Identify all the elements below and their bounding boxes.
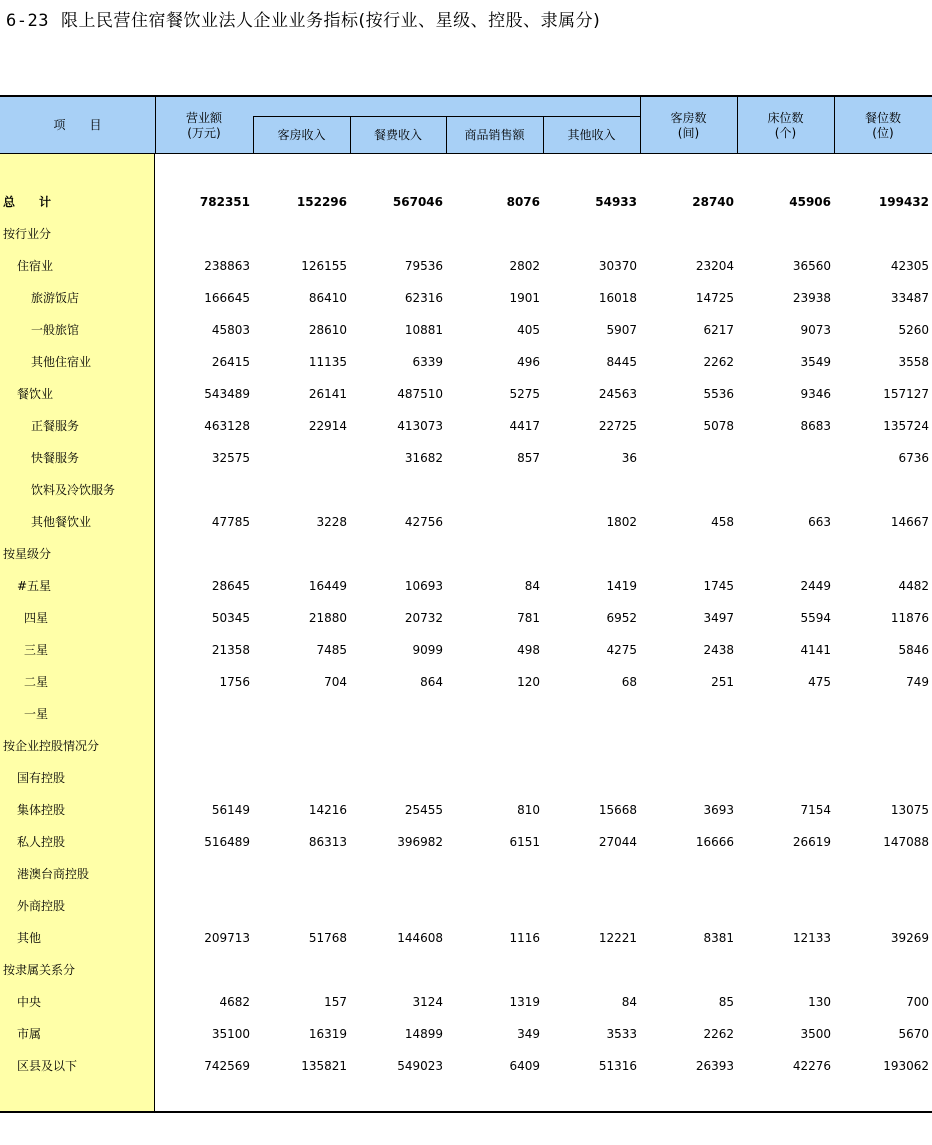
row-label: 其他 bbox=[17, 931, 42, 945]
table-cell: 51768 bbox=[308, 931, 347, 945]
table-cell: 4275 bbox=[606, 643, 637, 657]
table-cell bbox=[251, 474, 347, 506]
table-cell bbox=[251, 218, 347, 250]
table-cell: 4482 bbox=[898, 579, 929, 593]
table-cell: 14216 bbox=[308, 803, 347, 817]
table-cell: 396982 bbox=[397, 835, 443, 849]
row-label: 总 计 bbox=[3, 195, 52, 209]
table-cell bbox=[347, 858, 443, 890]
table-cell bbox=[638, 474, 734, 506]
table-title-text: 限上民营住宿餐饮业法人企业业务指标(按行业、星级、控股、隶属分) bbox=[60, 11, 601, 31]
header-room-income: 客房收入 bbox=[277, 128, 326, 142]
table-cell: 10881 bbox=[404, 323, 443, 337]
table-cell: 413073 bbox=[397, 419, 443, 433]
row-label: 私人控股 bbox=[17, 835, 66, 849]
table-cell: 782351 bbox=[199, 195, 250, 209]
table-cell bbox=[444, 218, 540, 250]
table-cell: 14899 bbox=[404, 1027, 443, 1041]
table-cell: 6339 bbox=[412, 355, 443, 369]
table-cell bbox=[444, 730, 540, 762]
table-cell bbox=[638, 218, 734, 250]
row-label: 按企业控股情况分 bbox=[3, 739, 100, 753]
table-cell: 28645 bbox=[211, 579, 250, 593]
table-cell: 16319 bbox=[308, 1027, 347, 1041]
table-cell bbox=[541, 474, 637, 506]
table-row bbox=[0, 890, 932, 922]
table-cell bbox=[833, 218, 929, 250]
table-cell: 1901 bbox=[509, 291, 540, 305]
table-cell: 516489 bbox=[204, 835, 250, 849]
table-cell: 135724 bbox=[883, 419, 929, 433]
table-cell: 3558 bbox=[898, 355, 929, 369]
table-cell: 5846 bbox=[898, 643, 929, 657]
table-cell: 6952 bbox=[606, 611, 637, 625]
table-cell: 2262 bbox=[703, 1027, 734, 1041]
table-cell bbox=[638, 538, 734, 570]
table-cell: 4141 bbox=[800, 643, 831, 657]
table-cell: 23938 bbox=[792, 291, 831, 305]
table-cell: 79536 bbox=[404, 259, 443, 273]
row-label: 按隶属关系分 bbox=[3, 963, 76, 977]
table-cell bbox=[638, 698, 734, 730]
table-cell: 54933 bbox=[595, 195, 637, 209]
table-cell bbox=[638, 954, 734, 986]
row-label: 外商控股 bbox=[17, 899, 66, 913]
table-cell bbox=[444, 858, 540, 890]
table-cell: 33487 bbox=[890, 291, 929, 305]
table-cell bbox=[735, 954, 831, 986]
table-row bbox=[0, 954, 932, 986]
table-cell: 4682 bbox=[219, 995, 250, 1009]
table-cell: 14667 bbox=[890, 515, 929, 529]
table-cell: 130 bbox=[808, 995, 831, 1009]
table-row bbox=[0, 378, 932, 410]
table-title bbox=[6, 6, 600, 31]
table-row bbox=[0, 410, 932, 442]
table-row bbox=[0, 762, 932, 794]
table-cell: 9099 bbox=[412, 643, 443, 657]
table-cell bbox=[541, 954, 637, 986]
table-cell: 56149 bbox=[211, 803, 250, 817]
table-row bbox=[0, 538, 932, 570]
table-cell: 487510 bbox=[397, 387, 443, 401]
table-cell: 32575 bbox=[211, 451, 250, 465]
table-row bbox=[0, 858, 932, 890]
row-label: #五星 bbox=[17, 579, 52, 593]
table-cell: 86410 bbox=[308, 291, 347, 305]
table-cell bbox=[541, 698, 637, 730]
table-row bbox=[0, 602, 932, 634]
table-row bbox=[0, 474, 932, 506]
table-cell: 567046 bbox=[392, 195, 443, 209]
table-cell bbox=[251, 890, 347, 922]
table-cell bbox=[154, 474, 250, 506]
row-label: 其他住宿业 bbox=[31, 355, 92, 369]
table-row bbox=[0, 1018, 932, 1050]
row-label: 四星 bbox=[24, 611, 49, 625]
table-cell: 152296 bbox=[296, 195, 347, 209]
table-cell: 5078 bbox=[703, 419, 734, 433]
table-cell: 126155 bbox=[301, 259, 347, 273]
table-cell: 3228 bbox=[316, 515, 347, 529]
table-cell: 549023 bbox=[397, 1059, 443, 1073]
table-cell bbox=[154, 698, 250, 730]
table-cell bbox=[833, 730, 929, 762]
table-cell: 22725 bbox=[598, 419, 637, 433]
table-cell: 742569 bbox=[204, 1059, 250, 1073]
table-cell: 45906 bbox=[789, 195, 831, 209]
table-cell: 864 bbox=[420, 675, 443, 689]
table-cell bbox=[251, 442, 347, 474]
table-cell: 5260 bbox=[898, 323, 929, 337]
table-row bbox=[0, 218, 932, 250]
table-cell: 3533 bbox=[606, 1027, 637, 1041]
table-cell bbox=[735, 442, 831, 474]
table-cell bbox=[251, 858, 347, 890]
table-cell bbox=[541, 890, 637, 922]
table-row bbox=[0, 442, 932, 474]
row-label: 中央 bbox=[17, 995, 42, 1009]
table-cell bbox=[833, 858, 929, 890]
data-table bbox=[0, 95, 932, 1113]
table-cell bbox=[347, 538, 443, 570]
table-cell bbox=[444, 506, 540, 538]
table-cell bbox=[833, 698, 929, 730]
row-label: 一般旅馆 bbox=[31, 323, 80, 337]
table-cell: 2802 bbox=[509, 259, 540, 273]
table-cell: 1756 bbox=[219, 675, 250, 689]
table-cell: 498 bbox=[517, 643, 540, 657]
table-cell: 86313 bbox=[308, 835, 347, 849]
table-cell: 700 bbox=[906, 995, 929, 1009]
table-cell: 28740 bbox=[692, 195, 734, 209]
table-cell: 475 bbox=[808, 675, 831, 689]
table-row bbox=[0, 314, 932, 346]
table-cell: 5670 bbox=[898, 1027, 929, 1041]
table-cell: 463128 bbox=[204, 419, 250, 433]
table-cell: 21880 bbox=[308, 611, 347, 625]
table-row bbox=[0, 346, 932, 378]
table-cell: 36 bbox=[621, 451, 637, 465]
table-cell bbox=[833, 890, 929, 922]
table-cell bbox=[154, 890, 250, 922]
table-cell: 5536 bbox=[703, 387, 734, 401]
table-cell: 16018 bbox=[598, 291, 637, 305]
table-cell bbox=[154, 218, 250, 250]
table-cell: 25455 bbox=[404, 803, 443, 817]
table-cell bbox=[735, 762, 831, 794]
table-cell: 14725 bbox=[695, 291, 734, 305]
table-cell bbox=[541, 538, 637, 570]
table-cell bbox=[541, 858, 637, 890]
table-cell: 42756 bbox=[404, 515, 443, 529]
table-cell: 20732 bbox=[404, 611, 443, 625]
table-cell bbox=[638, 858, 734, 890]
table-cell: 11876 bbox=[890, 611, 929, 625]
table-cell: 5594 bbox=[800, 611, 831, 625]
table-cell: 6151 bbox=[509, 835, 540, 849]
table-cell: 2438 bbox=[703, 643, 734, 657]
table-cell bbox=[347, 474, 443, 506]
table-cell bbox=[347, 698, 443, 730]
table-cell bbox=[735, 730, 831, 762]
table-cell: 166645 bbox=[204, 291, 250, 305]
table-cell: 24563 bbox=[598, 387, 637, 401]
row-label: 其他餐饮业 bbox=[31, 515, 92, 529]
table-cell: 45803 bbox=[211, 323, 250, 337]
table-number: 6-23 bbox=[6, 11, 49, 31]
table-cell: 8076 bbox=[506, 195, 540, 209]
header-rooms: 客房数 (间) bbox=[670, 110, 707, 140]
table-cell bbox=[638, 730, 734, 762]
table-cell bbox=[347, 218, 443, 250]
row-label: 餐饮业 bbox=[17, 387, 54, 401]
table-cell: 1116 bbox=[509, 931, 540, 945]
table-cell: 16666 bbox=[695, 835, 734, 849]
table-cell: 12221 bbox=[598, 931, 637, 945]
table-cell: 15668 bbox=[598, 803, 637, 817]
table-cell: 7485 bbox=[316, 643, 347, 657]
table-cell bbox=[735, 538, 831, 570]
table-cell bbox=[251, 698, 347, 730]
table-cell: 47785 bbox=[211, 515, 250, 529]
table-cell: 147088 bbox=[883, 835, 929, 849]
table-cell: 120 bbox=[517, 675, 540, 689]
table-cell: 4417 bbox=[509, 419, 540, 433]
table-cell bbox=[154, 954, 250, 986]
table-row bbox=[0, 186, 932, 218]
table-cell: 209713 bbox=[204, 931, 250, 945]
table-cell: 13075 bbox=[890, 803, 929, 817]
table-cell: 1802 bbox=[606, 515, 637, 529]
row-label: 三星 bbox=[24, 643, 49, 657]
table-row bbox=[0, 666, 932, 698]
table-cell: 157127 bbox=[883, 387, 929, 401]
table-cell: 26141 bbox=[308, 387, 347, 401]
table-cell bbox=[833, 762, 929, 794]
table-cell: 144608 bbox=[397, 931, 443, 945]
table-cell: 8683 bbox=[800, 419, 831, 433]
table-cell: 2449 bbox=[800, 579, 831, 593]
table-cell: 8445 bbox=[606, 355, 637, 369]
table-cell: 39269 bbox=[890, 931, 929, 945]
table-cell: 11135 bbox=[308, 355, 347, 369]
header-seats: 餐位数 (位) bbox=[864, 110, 901, 140]
table-cell bbox=[638, 890, 734, 922]
header-item: 项 目 bbox=[53, 118, 102, 132]
table-cell: 62316 bbox=[404, 291, 443, 305]
row-label: 旅游饭店 bbox=[31, 291, 80, 305]
table-cell bbox=[735, 858, 831, 890]
table-cell bbox=[541, 730, 637, 762]
table-cell: 3497 bbox=[703, 611, 734, 625]
table-cell: 543489 bbox=[204, 387, 250, 401]
table-cell: 1319 bbox=[509, 995, 540, 1009]
table-cell bbox=[735, 698, 831, 730]
table-cell: 42276 bbox=[792, 1059, 831, 1073]
table-cell: 157 bbox=[324, 995, 347, 1009]
table-cell bbox=[347, 730, 443, 762]
table-cell: 85 bbox=[718, 995, 734, 1009]
table-cell bbox=[638, 442, 734, 474]
table-cell: 26415 bbox=[211, 355, 250, 369]
table-cell: 6217 bbox=[703, 323, 734, 337]
table-cell: 135821 bbox=[301, 1059, 347, 1073]
table-cell bbox=[833, 954, 929, 986]
table-cell: 16449 bbox=[308, 579, 347, 593]
table-row bbox=[0, 634, 932, 666]
table-cell: 27044 bbox=[598, 835, 637, 849]
row-label: 按星级分 bbox=[3, 547, 52, 561]
table-cell: 26619 bbox=[792, 835, 831, 849]
header-goods-sales: 商品销售额 bbox=[464, 128, 525, 142]
table-cell bbox=[154, 858, 250, 890]
table-cell: 22914 bbox=[308, 419, 347, 433]
table-cell: 405 bbox=[517, 323, 540, 337]
table-cell: 7154 bbox=[800, 803, 831, 817]
row-label: 住宿业 bbox=[17, 259, 54, 273]
row-label: 港澳台商控股 bbox=[17, 867, 90, 881]
table-cell: 9073 bbox=[800, 323, 831, 337]
header-beds: 床位数 (个) bbox=[767, 110, 804, 140]
table-cell bbox=[444, 954, 540, 986]
header-food-income: 餐费收入 bbox=[373, 128, 422, 142]
table-cell: 10693 bbox=[404, 579, 443, 593]
table-cell: 1419 bbox=[606, 579, 637, 593]
header-other-income: 其他收入 bbox=[567, 128, 616, 142]
table-cell bbox=[444, 890, 540, 922]
table-cell: 6409 bbox=[509, 1059, 540, 1073]
table-cell bbox=[638, 762, 734, 794]
row-label: 市属 bbox=[17, 1027, 42, 1041]
table-row bbox=[0, 250, 932, 282]
table-cell: 50345 bbox=[211, 611, 250, 625]
row-label: 二星 bbox=[24, 675, 49, 689]
table-cell: 238863 bbox=[204, 259, 250, 273]
table-cell: 704 bbox=[324, 675, 347, 689]
table-cell: 2262 bbox=[703, 355, 734, 369]
table-row bbox=[0, 826, 932, 858]
table-cell: 42305 bbox=[890, 259, 929, 273]
table-cell: 28610 bbox=[308, 323, 347, 337]
table-cell: 193062 bbox=[883, 1059, 929, 1073]
table-cell: 36560 bbox=[792, 259, 831, 273]
table-row bbox=[0, 986, 932, 1018]
row-label: 饮料及冷饮服务 bbox=[31, 483, 116, 497]
table-row bbox=[0, 794, 932, 826]
table-cell bbox=[251, 954, 347, 986]
table-cell: 12133 bbox=[792, 931, 831, 945]
table-row bbox=[0, 570, 932, 602]
table-cell bbox=[444, 474, 540, 506]
table-cell: 51316 bbox=[598, 1059, 637, 1073]
table-cell: 857 bbox=[517, 451, 540, 465]
table-cell bbox=[444, 698, 540, 730]
table-cell bbox=[347, 762, 443, 794]
header-revenue: 营业额 (万元) bbox=[185, 110, 222, 140]
row-label: 区县及以下 bbox=[17, 1059, 78, 1073]
table-cell: 5275 bbox=[509, 387, 540, 401]
table-cell bbox=[347, 890, 443, 922]
table-cell: 6736 bbox=[898, 451, 929, 465]
table-cell: 810 bbox=[517, 803, 540, 817]
table-cell: 496 bbox=[517, 355, 540, 369]
table-cell: 30370 bbox=[598, 259, 637, 273]
table-cell bbox=[444, 538, 540, 570]
table-cell bbox=[347, 954, 443, 986]
table-cell: 21358 bbox=[211, 643, 250, 657]
table-cell: 26393 bbox=[695, 1059, 734, 1073]
table-cell bbox=[735, 474, 831, 506]
row-label: 快餐服务 bbox=[31, 451, 80, 465]
table-cell: 251 bbox=[711, 675, 734, 689]
table-cell bbox=[735, 218, 831, 250]
table-cell: 3124 bbox=[412, 995, 443, 1009]
table-cell bbox=[251, 762, 347, 794]
table-row bbox=[0, 506, 932, 538]
table-cell: 23204 bbox=[695, 259, 734, 273]
row-label: 按行业分 bbox=[3, 227, 52, 241]
table-cell: 68 bbox=[621, 675, 637, 689]
row-label: 一星 bbox=[24, 707, 49, 721]
table-cell: 199432 bbox=[878, 195, 929, 209]
table-cell: 3693 bbox=[703, 803, 734, 817]
row-label: 正餐服务 bbox=[31, 419, 80, 433]
table-cell: 3549 bbox=[800, 355, 831, 369]
table-cell: 5907 bbox=[606, 323, 637, 337]
table-row bbox=[0, 1050, 932, 1082]
table-cell: 663 bbox=[808, 515, 831, 529]
table-row bbox=[0, 922, 932, 954]
table-cell bbox=[154, 762, 250, 794]
table-cell bbox=[154, 730, 250, 762]
table-cell bbox=[833, 538, 929, 570]
table-cell: 781 bbox=[517, 611, 540, 625]
table-cell: 9346 bbox=[800, 387, 831, 401]
table-cell: 8381 bbox=[703, 931, 734, 945]
table-cell bbox=[154, 538, 250, 570]
table-cell bbox=[833, 474, 929, 506]
table-cell: 84 bbox=[621, 995, 637, 1009]
table-cell bbox=[735, 890, 831, 922]
table-cell: 31682 bbox=[404, 451, 443, 465]
row-label: 集体控股 bbox=[17, 803, 66, 817]
table-cell bbox=[251, 730, 347, 762]
table-row bbox=[0, 730, 932, 762]
table-cell: 749 bbox=[906, 675, 929, 689]
table-cell bbox=[541, 218, 637, 250]
table-cell: 84 bbox=[524, 579, 540, 593]
table-cell bbox=[541, 762, 637, 794]
table-cell: 35100 bbox=[211, 1027, 250, 1041]
table-cell: 1745 bbox=[703, 579, 734, 593]
table-cell: 349 bbox=[517, 1027, 540, 1041]
table-cell bbox=[251, 538, 347, 570]
table-row bbox=[0, 698, 932, 730]
table-cell bbox=[444, 762, 540, 794]
table-cell: 458 bbox=[711, 515, 734, 529]
row-label: 国有控股 bbox=[17, 771, 66, 785]
table-cell: 3500 bbox=[800, 1027, 831, 1041]
table-row bbox=[0, 282, 932, 314]
